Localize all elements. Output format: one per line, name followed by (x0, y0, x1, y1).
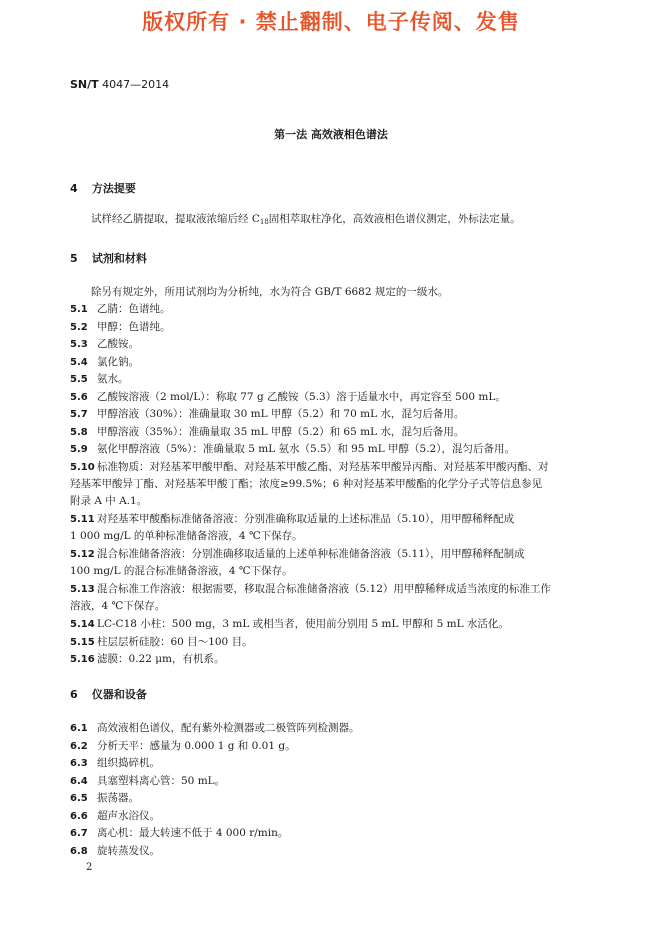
section-heading-4 (70, 180, 136, 196)
item-text: 滤膜：0.22 μm，有机系。 (97, 653, 225, 665)
list-item (70, 790, 600, 807)
section-heading-5 (70, 250, 147, 266)
item-number: 5.15 (70, 636, 95, 648)
item-number: 5.13 (70, 584, 95, 595)
copyright-banner: 版权所有 · 禁止翻制、电子传阅、发售 (142, 10, 520, 34)
list-item (70, 773, 600, 790)
item-number: 5.5 (70, 374, 88, 385)
list-item (70, 389, 600, 406)
item-text: 超声水浴仪。 (97, 809, 160, 822)
list-item (70, 301, 600, 318)
list-item (70, 319, 600, 336)
item-text: LC-C18 小柱：500 mg，3 mL 或相当者，使用前分别用 5 mL 甲醇和 5 mL 水活化。 (97, 618, 509, 630)
list-item (70, 720, 600, 737)
list-item (70, 843, 600, 860)
item-number: 6.6 (70, 810, 88, 822)
list-item (70, 371, 600, 388)
item-text: 分析天平：感量为 0.000 1 g 和 0.01 g。 (97, 739, 296, 752)
item-text: 振荡器。 (97, 792, 139, 804)
item-text: 甲醇溶液（35%）：准确量取 35 mL 甲醇（5.2）和 65 mL 水，混匀后备用。 (97, 425, 465, 438)
item-number: 5.8 (70, 426, 88, 438)
list-item (70, 616, 600, 633)
item-text: 羟基苯甲酸异丁酯、对羟基苯甲酸丁酯；浓度≥99.5%；6 种对羟基苯甲酸酯的化学分子式等信息参见 (70, 477, 543, 490)
item-number: 5.16 (70, 654, 95, 665)
item-number: 5.9 (70, 444, 88, 455)
item-text: 混合标准工作溶液：根据需要，移取混合标准储备溶液（5.12）用甲醇稀释成适当浓度的标准工作 (97, 583, 551, 595)
item-number: 6.5 (70, 793, 88, 804)
section-title: 仪器和设备 (91, 688, 147, 701)
item-text: 柱层层析硅胶：60 目～100 目。 (97, 635, 253, 648)
section-number: 6 (70, 688, 78, 701)
list-item (70, 511, 600, 545)
item-text: 附录 A 中 A.1。 (70, 494, 148, 507)
standard-number: 4047—2014 (102, 78, 170, 91)
item-number: 5.4 (70, 356, 88, 368)
item-text: 氨化甲醇溶液（5%）：准确量取 5 mL 氨水（5.5）和 95 mL 甲醇（5.2），混匀后备用。 (97, 443, 515, 455)
item-number: 6.8 (70, 845, 88, 857)
item-text: 乙酸铵溶液（2 mol/L）：称取 77 g 乙酸铵（5.3）溶于适量水中，再定容至 500 mL。 (97, 390, 506, 403)
item-number: 5.2 (70, 321, 88, 333)
item-text: 溶液，4 ℃下保存。 (70, 600, 166, 612)
item-number: 5.3 (70, 339, 88, 350)
item-number: 5.7 (70, 409, 88, 420)
item-text: 乙腈：色谱纯。 (97, 303, 171, 315)
item-number: 6.2 (70, 740, 88, 752)
list-item (70, 546, 600, 580)
section-number: 5 (70, 252, 78, 265)
page-number: 2 (86, 862, 93, 873)
item-text: 100 mg/L 的混合标准储备溶液，4 ℃下保存。 (70, 565, 293, 577)
list-item (70, 459, 600, 510)
list-item (70, 406, 600, 423)
section-heading-6 (70, 686, 147, 702)
item-text: 乙酸铵。 (97, 338, 139, 350)
item-number: 6.7 (70, 828, 88, 839)
section-title: 方法提要 (91, 182, 136, 195)
list-item (70, 424, 600, 441)
item-number: 6.4 (70, 775, 88, 787)
item-text: 离心机：最大转速不低于 4 000 r/min。 (97, 827, 289, 839)
item-text: 具塞塑料离心管：50 mL。 (97, 774, 226, 787)
list-item (70, 441, 600, 458)
item-text: 对羟基苯甲酸酯标准储备溶液：分别准确称取适量的上述标准品（5.10），用甲醇稀释配成 (97, 513, 515, 525)
item-text: 氨水。 (97, 373, 129, 385)
item-number: 6.1 (70, 723, 88, 734)
item-text: 组织捣碎机。 (97, 757, 160, 769)
method-title: 第一法 高效液相色谱法 (274, 128, 388, 141)
list-item (70, 651, 600, 668)
item-text: 氯化钠。 (97, 355, 139, 368)
list-item (70, 354, 600, 371)
item-number: 6.3 (70, 758, 88, 769)
item-text: 甲醇：色谱纯。 (97, 320, 171, 333)
item-text: 旋转蒸发仪。 (97, 844, 160, 857)
item-text: 高效液相色谱仪，配有紫外检测器或二极管阵列检测器。 (97, 722, 360, 734)
list-item (70, 581, 600, 615)
item-text: 混合标准储备溶液：分别准确移取适量的上述单种标准储备溶液（5.11），用甲醇稀释配制成 (97, 548, 525, 560)
item-number: 5.12 (70, 549, 95, 560)
list-item (70, 825, 600, 842)
list-item (70, 808, 600, 825)
item-text: 甲醇溶液（30%）：准确量取 30 mL 甲醇（5.2）和 70 mL 水，混匀后备用。 (97, 408, 465, 420)
list-item (70, 634, 600, 651)
item-number: 5.11 (70, 514, 95, 525)
item-number: 5.14 (70, 619, 95, 630)
section-4-paragraph: 试样经乙腈提取，提取液浓缩后经 $C_{18}$固相萃取柱净化，高效液相色谱仪测定，外标法定量。 (91, 213, 521, 226)
standard-code (70, 78, 169, 91)
section-5-paragraph: 除另有规定外，所用试剂均为分析纯，水为符合 GB/T 6682 规定的一级水。 (91, 286, 449, 298)
item-text: 1 000 mg/L 的单种标准储备溶液，4 ℃下保存。 (70, 530, 303, 542)
standard-prefix: SN/T (70, 78, 99, 91)
item-number: 5.10 (70, 461, 95, 473)
list-item (70, 755, 600, 772)
list-item (70, 336, 600, 353)
section-number: 4 (70, 182, 78, 195)
item-text: 标准物质：对羟基苯甲酸甲酯、对羟基苯甲酸乙酯、对羟基苯甲酸异丙酯、对羟基苯甲酸丙酯、对 (97, 460, 549, 473)
section-title: 试剂和材料 (91, 252, 147, 265)
item-number: 5.1 (70, 304, 88, 315)
item-number: 5.6 (70, 391, 88, 403)
list-item (70, 738, 600, 755)
